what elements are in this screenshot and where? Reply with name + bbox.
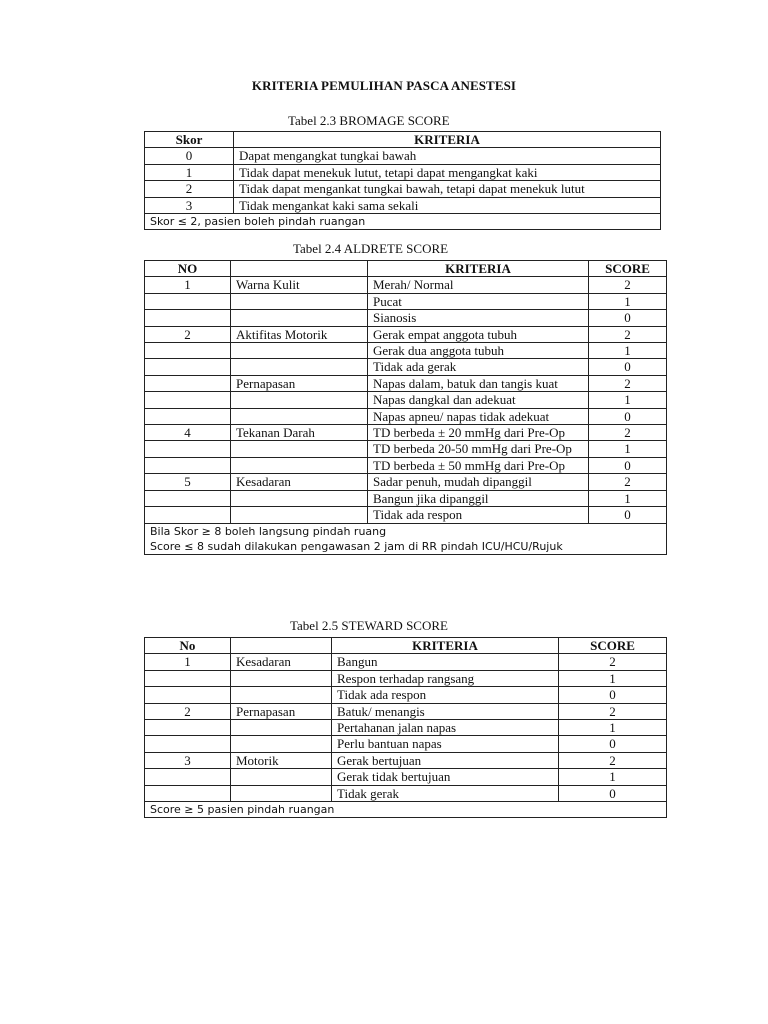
- cell-no: [145, 720, 231, 736]
- cell-category: [231, 736, 332, 752]
- cell-no: [145, 490, 231, 506]
- cell-no: [145, 687, 231, 703]
- header-score: SCORE: [559, 638, 667, 654]
- cell-score: 0: [559, 785, 667, 801]
- cell-score: 0: [589, 507, 667, 523]
- table-row: [145, 197, 661, 213]
- cell-score: 1: [559, 670, 667, 686]
- cell-no: [145, 769, 231, 785]
- cell-no: [145, 293, 231, 309]
- cell-kriteria: Tidak ada respon: [332, 687, 559, 703]
- cell-score: 2: [589, 375, 667, 391]
- steward-table: [144, 637, 667, 818]
- table-row: [145, 277, 667, 293]
- cell-score: 0: [559, 736, 667, 752]
- cell-category: [231, 720, 332, 736]
- cell-no: [145, 408, 231, 424]
- table-row: [145, 736, 667, 752]
- cell-no: 4: [145, 425, 231, 441]
- cell-kriteria: Napas dalam, batuk dan tangis kuat: [368, 375, 589, 391]
- cell-skor: 2: [145, 181, 234, 197]
- table-row: [145, 474, 667, 490]
- cell-category: [231, 670, 332, 686]
- header-category: [231, 261, 368, 277]
- cell-no: [145, 375, 231, 391]
- cell-no: 1: [145, 654, 231, 670]
- cell-kriteria: Gerak dua anggota tubuh: [368, 343, 589, 359]
- cell-category: [231, 392, 368, 408]
- cell-kriteria: Tidak dapat mengankat tungkai bawah, tetapi dapat menekuk lutut: [234, 181, 661, 197]
- bromage-caption: Tabel 2.3 BROMAGE SCORE: [288, 113, 450, 128]
- cell-category: [231, 310, 368, 326]
- cell-score: 1: [559, 769, 667, 785]
- header-kriteria: KRITERIA: [368, 261, 589, 277]
- cell-skor: 0: [145, 148, 234, 164]
- cell-score: 1: [589, 441, 667, 457]
- cell-no: [145, 736, 231, 752]
- table-row: [145, 654, 667, 670]
- cell-score: 2: [589, 326, 667, 342]
- cell-kriteria: TD berbeda ± 50 mmHg dari Pre-Op: [368, 457, 589, 473]
- table-note-row: [145, 802, 667, 818]
- table-row: [145, 785, 667, 801]
- cell-score: 1: [589, 392, 667, 408]
- table-row: [145, 687, 667, 703]
- cell-category: [231, 490, 368, 506]
- table-row: [145, 490, 667, 506]
- cell-score: 1: [589, 343, 667, 359]
- cell-score: 0: [589, 408, 667, 424]
- table-row: [145, 752, 667, 768]
- cell-score: 1: [589, 293, 667, 309]
- table-row: [145, 703, 667, 719]
- cell-no: [145, 785, 231, 801]
- cell-score: 2: [589, 474, 667, 490]
- cell-score: 2: [589, 277, 667, 293]
- cell-kriteria: Tidak ada gerak: [368, 359, 589, 375]
- table-header-row: [145, 132, 661, 148]
- cell-score: 0: [589, 457, 667, 473]
- cell-category: Pernapasan: [231, 375, 368, 391]
- header-skor: Skor: [145, 132, 234, 148]
- cell-no: 2: [145, 326, 231, 342]
- cell-kriteria: Sianosis: [368, 310, 589, 326]
- cell-no: [145, 392, 231, 408]
- cell-score: 0: [589, 359, 667, 375]
- cell-no: [145, 343, 231, 359]
- cell-category: [231, 293, 368, 309]
- cell-category: [231, 457, 368, 473]
- cell-category: [231, 441, 368, 457]
- cell-kriteria: Napas apneu/ napas tidak adekuat: [368, 408, 589, 424]
- cell-no: [145, 507, 231, 523]
- header-score: SCORE: [589, 261, 667, 277]
- cell-kriteria: Gerak bertujuan: [332, 752, 559, 768]
- cell-category: Tekanan Darah: [231, 425, 368, 441]
- cell-no: 5: [145, 474, 231, 490]
- cell-kriteria: Batuk/ menangis: [332, 703, 559, 719]
- page-title: KRITERIA PEMULIHAN PASCA ANESTESI: [251, 78, 517, 93]
- cell-category: Kesadaran: [231, 654, 332, 670]
- cell-no: 3: [145, 752, 231, 768]
- cell-kriteria: TD berbeda ± 20 mmHg dari Pre-Op: [368, 425, 589, 441]
- cell-kriteria: Napas dangkal dan adekuat: [368, 392, 589, 408]
- table-row: [145, 293, 667, 309]
- cell-score: 2: [589, 425, 667, 441]
- table-header-row: [145, 638, 667, 654]
- bromage-note: Skor ≤ 2, pasien boleh pindah ruangan: [145, 214, 661, 230]
- table-row: [145, 425, 667, 441]
- cell-score: 0: [559, 687, 667, 703]
- cell-category: [231, 408, 368, 424]
- cell-kriteria: Tidak dapat menekuk lutut, tetapi dapat mengangkat kaki: [234, 164, 661, 180]
- table-row: [145, 164, 661, 180]
- cell-kriteria: Tidak ada respon: [368, 507, 589, 523]
- cell-score: 0: [589, 310, 667, 326]
- cell-category: [231, 769, 332, 785]
- cell-score: 2: [559, 703, 667, 719]
- aldrete-table: [144, 260, 667, 555]
- cell-no: [145, 359, 231, 375]
- table-row: [145, 720, 667, 736]
- cell-no: [145, 441, 231, 457]
- table-row: [145, 507, 667, 523]
- aldrete-note-line-2: Score ≤ 8 sudah dilakukan pengawasan 2 jam di RR pindah ICU/HCU/Rujuk: [150, 539, 563, 553]
- cell-category: [231, 687, 332, 703]
- table-row: [145, 441, 667, 457]
- table-row: [145, 181, 661, 197]
- aldrete-note: [145, 523, 667, 554]
- table-row: [145, 392, 667, 408]
- cell-category: [231, 507, 368, 523]
- table-row: [145, 408, 667, 424]
- cell-kriteria: Pucat: [368, 293, 589, 309]
- cell-no: 1: [145, 277, 231, 293]
- cell-category: Kesadaran: [231, 474, 368, 490]
- cell-no: 2: [145, 703, 231, 719]
- table-row: [145, 343, 667, 359]
- cell-kriteria: Gerak empat anggota tubuh: [368, 326, 589, 342]
- cell-score: 2: [559, 752, 667, 768]
- cell-category: [231, 359, 368, 375]
- table-row: [145, 375, 667, 391]
- table-row: [145, 359, 667, 375]
- table-note-row: [145, 523, 667, 554]
- cell-no: [145, 670, 231, 686]
- table-header-row: [145, 261, 667, 277]
- header-category: [231, 638, 332, 654]
- cell-no: [145, 457, 231, 473]
- cell-score: 2: [559, 654, 667, 670]
- table-row: [145, 769, 667, 785]
- aldrete-note-line-1: Bila Skor ≥ 8 boleh langsung pindah ruang: [150, 524, 387, 538]
- table-row: [145, 310, 667, 326]
- cell-kriteria: Tidak gerak: [332, 785, 559, 801]
- cell-kriteria: Bangun: [332, 654, 559, 670]
- bromage-table: [144, 131, 661, 230]
- cell-kriteria: Dapat mengangkat tungkai bawah: [234, 148, 661, 164]
- header-kriteria: KRITERIA: [234, 132, 661, 148]
- header-no: No: [145, 638, 231, 654]
- aldrete-caption: Tabel 2.4 ALDRETE SCORE: [293, 241, 449, 256]
- cell-score: 1: [589, 490, 667, 506]
- cell-category: Motorik: [231, 752, 332, 768]
- cell-kriteria: Gerak tidak bertujuan: [332, 769, 559, 785]
- cell-category: [231, 343, 368, 359]
- table-row: [145, 457, 667, 473]
- header-no: NO: [145, 261, 231, 277]
- steward-caption: Tabel 2.5 STEWARD SCORE: [290, 618, 448, 633]
- cell-category: [231, 785, 332, 801]
- cell-kriteria: Merah/ Normal: [368, 277, 589, 293]
- cell-category: Warna Kulit: [231, 277, 368, 293]
- cell-kriteria: Perlu bantuan napas: [332, 736, 559, 752]
- header-kriteria: KRITERIA: [332, 638, 559, 654]
- cell-kriteria: Tidak mengankat kaki sama sekali: [234, 197, 661, 213]
- cell-kriteria: Sadar penuh, mudah dipanggil: [368, 474, 589, 490]
- steward-note: Score ≥ 5 pasien pindah ruangan: [145, 802, 667, 818]
- cell-skor: 3: [145, 197, 234, 213]
- cell-kriteria: TD berbeda 20-50 mmHg dari Pre-Op: [368, 441, 589, 457]
- table-row: [145, 148, 661, 164]
- cell-kriteria: Bangun jika dipanggil: [368, 490, 589, 506]
- table-row: [145, 326, 667, 342]
- table-note-row: [145, 214, 661, 230]
- cell-score: 1: [559, 720, 667, 736]
- table-row: [145, 670, 667, 686]
- cell-kriteria: Pertahanan jalan napas: [332, 720, 559, 736]
- cell-no: [145, 310, 231, 326]
- cell-category: Aktifitas Motorik: [231, 326, 368, 342]
- cell-skor: 1: [145, 164, 234, 180]
- cell-category: Pernapasan: [231, 703, 332, 719]
- cell-kriteria: Respon terhadap rangsang: [332, 670, 559, 686]
